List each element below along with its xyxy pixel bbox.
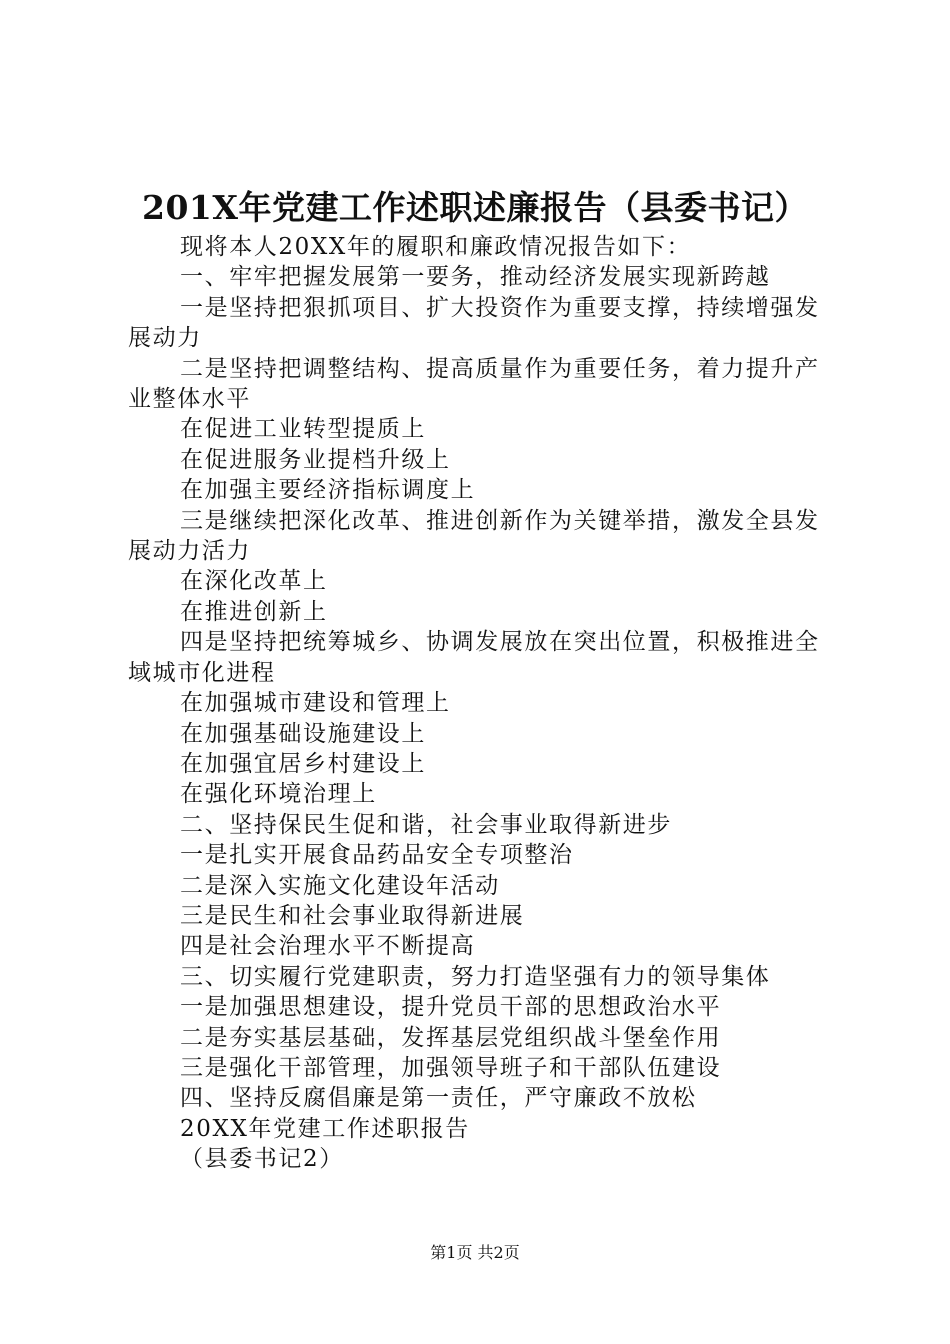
paragraph: 二是夯实基层基础，发挥基层党组织战斗堡垒作用 — [180, 1024, 722, 1051]
paragraph: 一是加强思想建设，提升党员干部的思想政治水平 — [180, 994, 722, 1021]
paragraph: 在加强基础设施建设上 — [180, 720, 426, 747]
paragraph: 在推进创新上 — [180, 598, 328, 625]
section-heading: 四、坚持反腐倡廉是第一责任，严守廉政不放松 — [180, 1085, 697, 1112]
document-body — [128, 232, 838, 1175]
paragraph: 三是继续把深化改革、推进创新作为关键举措，激发全县发展动力活力 — [128, 507, 820, 565]
paragraph: 在加强主要经济指标调度上 — [180, 477, 476, 504]
paragraph: 三是强化干部管理，加强领导班子和干部队伍建设 — [180, 1054, 722, 1081]
paragraph: 四是社会治理水平不断提高 — [180, 933, 476, 960]
paragraph: （县委书记2） — [180, 1146, 344, 1173]
section-heading: 一、牢牢把握发展第一要务，推动经济发展实现新跨越 — [180, 264, 771, 291]
paragraph: 在强化环境治理上 — [180, 781, 377, 808]
section-heading: 三、切实履行党建职责，努力打造坚强有力的领导集体 — [180, 963, 771, 990]
paragraph: 在加强宜居乡村建设上 — [180, 750, 426, 777]
paragraph: 二是深入实施文化建设年活动 — [180, 872, 500, 899]
page-number-footer: 第1页 共2页 — [430, 1243, 520, 1262]
document-title: 201X年党建工作述职述廉报告（县委书记） — [142, 188, 808, 227]
paragraph: 在深化改革上 — [180, 568, 328, 595]
paragraph: 四是坚持把统筹城乡、协调发展放在突出位置，积极推进全域城市化进程 — [128, 629, 820, 686]
paragraph: 二是坚持把调整结构、提高质量作为重要任务，着力提升产业整体水平 — [128, 355, 820, 413]
paragraph: 一是坚持把狠抓项目、扩大投资作为重要支撑，持续增强发展动力 — [128, 294, 820, 352]
paragraph: 在促进服务业提档升级上 — [180, 446, 451, 473]
paragraph: 现将本人20XX年的履职和廉政情况报告如下： — [180, 234, 692, 260]
paragraph: 20XX年党建工作述职报告 — [180, 1115, 470, 1142]
paragraph: 在加强城市建设和管理上 — [180, 690, 451, 717]
paragraph: 三是民生和社会事业取得新进展 — [180, 902, 525, 929]
paragraph: 在促进工业转型提质上 — [180, 416, 426, 443]
paragraph: 一是扎实开展食品药品安全专项整治 — [180, 842, 574, 869]
section-heading: 二、坚持保民生促和谐，社会事业取得新进步 — [180, 811, 672, 838]
